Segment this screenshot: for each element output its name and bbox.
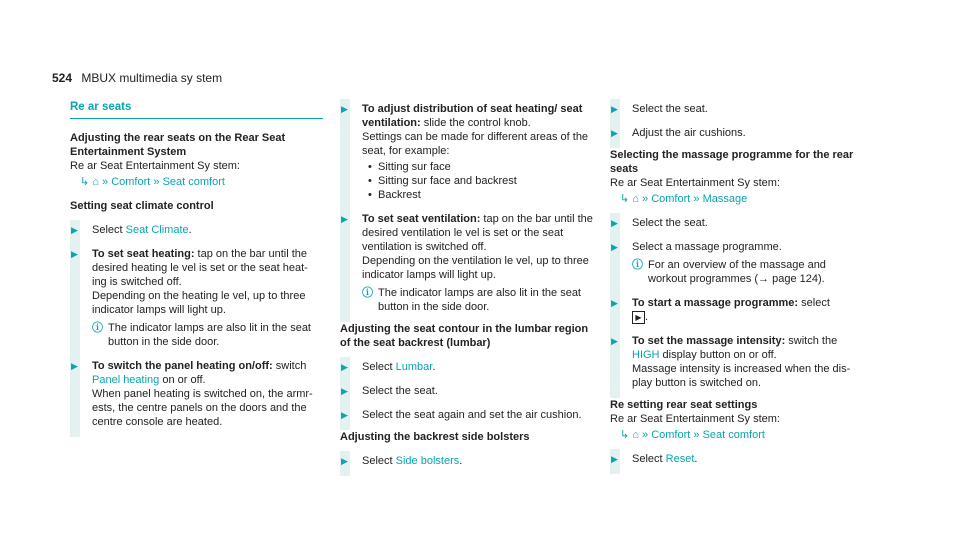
- path-arrow-icon: ↳: [80, 176, 90, 188]
- chevron-icon: »: [642, 193, 649, 205]
- step-item: ▶ To set seat ventilation: tap on the bar until the desired ventilation le vel is set or the seat ventilation is switched off. Depending on the ventilation le vel, up to three indicator lamps will light up. ⓘ The indicator lamps are also lit in the seat button in the side door.: [340, 212, 593, 314]
- bullet-list: [362, 160, 593, 202]
- column-3: [610, 100, 863, 474]
- lumbar-link: Lumbar: [395, 361, 433, 373]
- step-item: ▶ Select the seat.: [340, 384, 593, 398]
- column-1: [70, 100, 323, 437]
- step-item: ▶ To adjust distribution of seat heating/ seat ventilation: slide the control knob. Settings can be made for different areas of the seat, for example: • Sitting sur face • Sitting sur face and backrest • Backrest: [340, 102, 593, 202]
- step-arrow-icon: ▶: [341, 410, 348, 420]
- step-arrow-icon: ▶: [341, 386, 348, 396]
- step-item: ▶ Select the seat again and set the air cushion.: [340, 408, 593, 422]
- heading-side-bolsters: Adjusting the backrest side bolsters: [340, 431, 530, 443]
- menu-path: [610, 192, 863, 206]
- step-item: ▶ Select the seat.: [610, 216, 863, 230]
- heading-massage: Selecting the massage programme for the rear seats: [610, 149, 854, 175]
- page-header-title: MBUX multimedia sy stem: [81, 71, 223, 85]
- path-seat-comfort: Seat comfort: [162, 176, 225, 188]
- home-icon: ⌂: [632, 429, 639, 441]
- path-comfort: Comfort: [651, 193, 691, 205]
- home-icon: ⌂: [92, 176, 99, 188]
- path-arrow-icon: ↳: [620, 429, 630, 441]
- chevron-icon: »: [693, 429, 700, 441]
- step-item: ▶ To set the massage intensity: switch the HIGH display button on or off. Massage intensity is increased when the dis- play button is switched on.: [610, 334, 863, 390]
- step-item: ▶ To set seat heating: tap on the bar until the desired heating le vel is set or the seat heat- ing is switched off. Depending on the heating le vel, up to three indicator lamps will light up. ⓘ The indicator lamps are also lit in the seat button in the side door.: [70, 247, 323, 349]
- step-arrow-icon: ▶: [71, 225, 78, 235]
- heading-seat-climate: Setting seat climate control: [70, 200, 214, 212]
- step-arrow-icon: ▶: [341, 214, 348, 224]
- step-item: ▶ Adjust the air cushions.: [610, 126, 863, 140]
- menu-path-label: Re ar Seat Entertainment Sy stem:: [70, 160, 240, 172]
- info-icon: ⓘ: [362, 287, 373, 299]
- step-arrow-icon: ▶: [341, 362, 348, 372]
- step-arrow-icon: ▶: [611, 104, 618, 114]
- step-arrow-icon: ▶: [611, 336, 618, 346]
- path-comfort: Comfort: [651, 429, 691, 441]
- chevron-icon: »: [642, 429, 649, 441]
- menu-path: [610, 428, 863, 442]
- step-arrow-icon: ▶: [611, 242, 618, 252]
- seat-climate-link: Seat Climate: [125, 224, 189, 236]
- heading-lumbar: Adjusting the seat contour in the lumbar region of the seat backrest (lumbar): [340, 323, 589, 349]
- chevron-icon: »: [693, 193, 700, 205]
- step-item: ▶ Select Lumbar.: [340, 360, 593, 374]
- page-header: [52, 71, 222, 85]
- step-arrow-icon: ▶: [71, 361, 78, 371]
- list-item: • Sitting sur face: [378, 160, 593, 174]
- step-arrow-icon: ▶: [341, 104, 348, 114]
- path-arrow-icon: ↳: [620, 193, 630, 205]
- info-icon: ⓘ: [632, 259, 643, 271]
- menu-path-label: Re ar Seat Entertainment Sy stem:: [610, 177, 780, 189]
- path-seat-comfort: Seat comfort: [702, 429, 765, 441]
- step-item: ▶ To switch the panel heating on/off: switch Panel heating on or off. When panel heating is switched on, the armr- ests, the centre panels on the doors and the centre console are heated.: [70, 359, 323, 429]
- info-icon: ⓘ: [92, 322, 103, 334]
- high-link: HIGH: [632, 349, 660, 361]
- step-arrow-icon: ▶: [611, 128, 618, 138]
- reset-link: Reset: [665, 453, 695, 465]
- heading-adjusting-rear-seats: Adjusting the rear seats on the Rear Seat Entertainment System: [70, 132, 286, 158]
- home-icon: ⌂: [632, 193, 639, 205]
- play-icon: ▶: [632, 311, 645, 324]
- note: ⓘ The indicator lamps are also lit in the seat button in the side door.: [92, 322, 311, 348]
- step-arrow-icon: ▶: [71, 249, 78, 259]
- menu-path: [70, 175, 323, 189]
- chevron-icon: »: [153, 176, 160, 188]
- step-item: ▶ Select Seat Climate.: [70, 223, 323, 237]
- list-item: • Backrest: [378, 188, 593, 202]
- note: ⓘ The indicator lamps are also lit in the seat button in the side door.: [362, 287, 581, 313]
- step-arrow-icon: ▶: [611, 454, 618, 464]
- step-arrow-icon: ▶: [611, 298, 618, 308]
- menu-path-label: Re ar Seat Entertainment Sy stem:: [610, 413, 780, 425]
- panel-heating-link: Panel heating: [92, 374, 160, 386]
- section-title: Re ar seats: [70, 100, 323, 119]
- note: ⓘ For an overview of the massage and workout programmes (→ page 124).: [632, 259, 826, 285]
- heading-resetting: Re setting rear seat settings: [610, 399, 758, 411]
- step-item: ▶ Select a massage programme. ⓘ For an overview of the massage and workout programmes (→ page 124).: [610, 240, 863, 286]
- step-arrow-icon: ▶: [341, 456, 348, 466]
- chevron-icon: »: [102, 176, 109, 188]
- list-item: • Sitting sur face and backrest: [378, 174, 593, 188]
- path-comfort: Comfort: [111, 176, 151, 188]
- step-item: ▶ Select Side bolsters.: [340, 454, 593, 468]
- step-arrow-icon: ▶: [611, 218, 618, 228]
- side-bolsters-link: Side bolsters: [395, 455, 460, 467]
- path-massage: Massage: [702, 193, 748, 205]
- step-item: ▶ Select the seat.: [610, 102, 863, 116]
- column-2: [340, 100, 593, 476]
- step-item: ▶ To start a massage programme: select ▶ .: [610, 296, 863, 324]
- page-number: 524: [52, 71, 73, 85]
- step-item: ▶ Select Reset.: [610, 452, 863, 466]
